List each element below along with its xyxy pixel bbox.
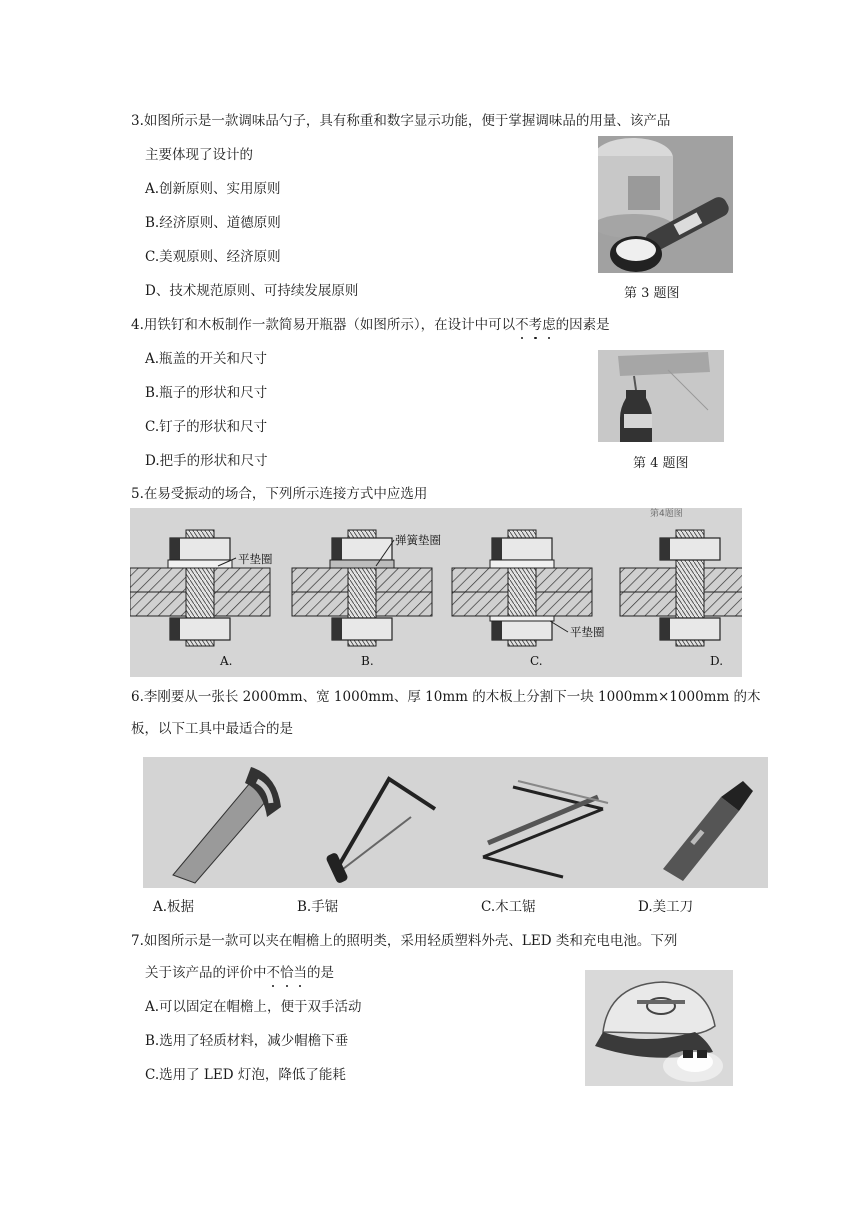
q6-stem-line2: 板，以下工具中最适合的是 — [131, 721, 293, 737]
q4-emphasis-char-3: 虑 — [542, 317, 556, 333]
bolt-b-washer — [330, 560, 394, 568]
q6-option-c: C.木工锯 — [481, 899, 536, 915]
q5-stem: 5.在易受振动的场合，下列所示连接方式中应选用 — [131, 486, 428, 502]
q7-emphasis-char-1: 不 — [266, 965, 280, 981]
q7-stem-line1: 7.如图所示是一款可以夹在帽檐上的照明类，采用轻质塑料外壳、LED 类和充电电池。下列 — [131, 933, 678, 949]
q4-option-d: D.把手的形状和尺寸 — [145, 453, 268, 469]
q4-bottle-opener-photo — [598, 350, 724, 442]
q5-option-label-a: A. — [220, 654, 233, 668]
q3-spoon-scale-photo — [598, 136, 733, 273]
q7-option-c: C.选用了 LED 灯泡，降低了能耗 — [145, 1067, 346, 1083]
q3-option-c: C.美观原则、经济原则 — [145, 249, 281, 265]
q4-stem-text-after: 的因素是 — [555, 317, 610, 333]
q4-option-c: C.钉子的形状和尺寸 — [145, 419, 268, 435]
bolt-c-washer — [490, 560, 554, 568]
q5-bolt-connection-figure — [130, 508, 742, 677]
q7-emphasis-char-3: 当 — [293, 965, 307, 981]
q3-stem-line2: 主要体现了设计的 — [145, 147, 253, 163]
q4-figure-caption: 第 4 题图 — [633, 456, 689, 471]
q5-corner-text: 第4题图 — [650, 509, 683, 519]
q6-tools-photo — [143, 757, 768, 888]
q4-emphasis-char-1: 不 — [515, 317, 529, 333]
q3-stem-line1: 3.如图所示是一款调味品勺子，具有称重和数字显示功能，便于掌握调味品的用量、该产品 — [131, 113, 671, 129]
q6-stem-line1: 6.李刚要从一张长 2000mm、宽 1000mm、厚 10mm 的木板上分割下一块 1000mm×1000mm 的木 — [131, 689, 761, 705]
q7-stem-text-after: 的是 — [307, 965, 334, 981]
q4-stem — [131, 316, 610, 334]
q3-figure-caption: 第 3 题图 — [624, 286, 680, 301]
q5-option-label-b: B. — [361, 654, 374, 668]
q4-emphasis-char-2: 考 — [528, 317, 543, 333]
q4-option-a: A.瓶盖的开关和尺寸 — [145, 351, 268, 367]
q3-option-d: D、技术规范原则、可持续发展原则 — [145, 283, 359, 299]
q5-label-spring-washer: 弹簧垫圈 — [395, 533, 441, 547]
bolt-c-lower-washer — [490, 616, 554, 621]
q3-option-b: B.经济原则、道德原则 — [145, 215, 281, 231]
q7-option-b: B.选用了轻质材料，减少帽檐下垂 — [145, 1033, 349, 1049]
q6-option-b: B.手锯 — [297, 899, 339, 915]
q6-option-a: A.板据 — [153, 899, 195, 915]
q5-option-label-d: D. — [710, 654, 724, 668]
q4-stem-text-before: 4.用铁钉和木板制作一款简易开瓶器（如图所示），在设计中可以 — [131, 317, 516, 333]
q5-option-label-c: C. — [530, 654, 543, 668]
q7-emphasis-char-2: 恰 — [280, 965, 294, 981]
q6-option-d: D.美工刀 — [638, 899, 694, 915]
q4-option-b: B.瓶子的形状和尺寸 — [145, 385, 268, 401]
q5-label-flat-washer-c: 平垫圈 — [570, 625, 605, 639]
q7-cap-light-photo — [585, 970, 733, 1086]
q7-option-a: A.可以固定在帽檐上，便于双手活动 — [145, 999, 362, 1015]
q7-stem-text-before: 关于该产品的评价中 — [145, 965, 267, 981]
q7-stem-line2 — [145, 964, 334, 982]
q3-option-a: A.创新原则、实用原则 — [145, 181, 281, 197]
q5-label-flat-washer-a: 平垫圈 — [238, 552, 273, 566]
